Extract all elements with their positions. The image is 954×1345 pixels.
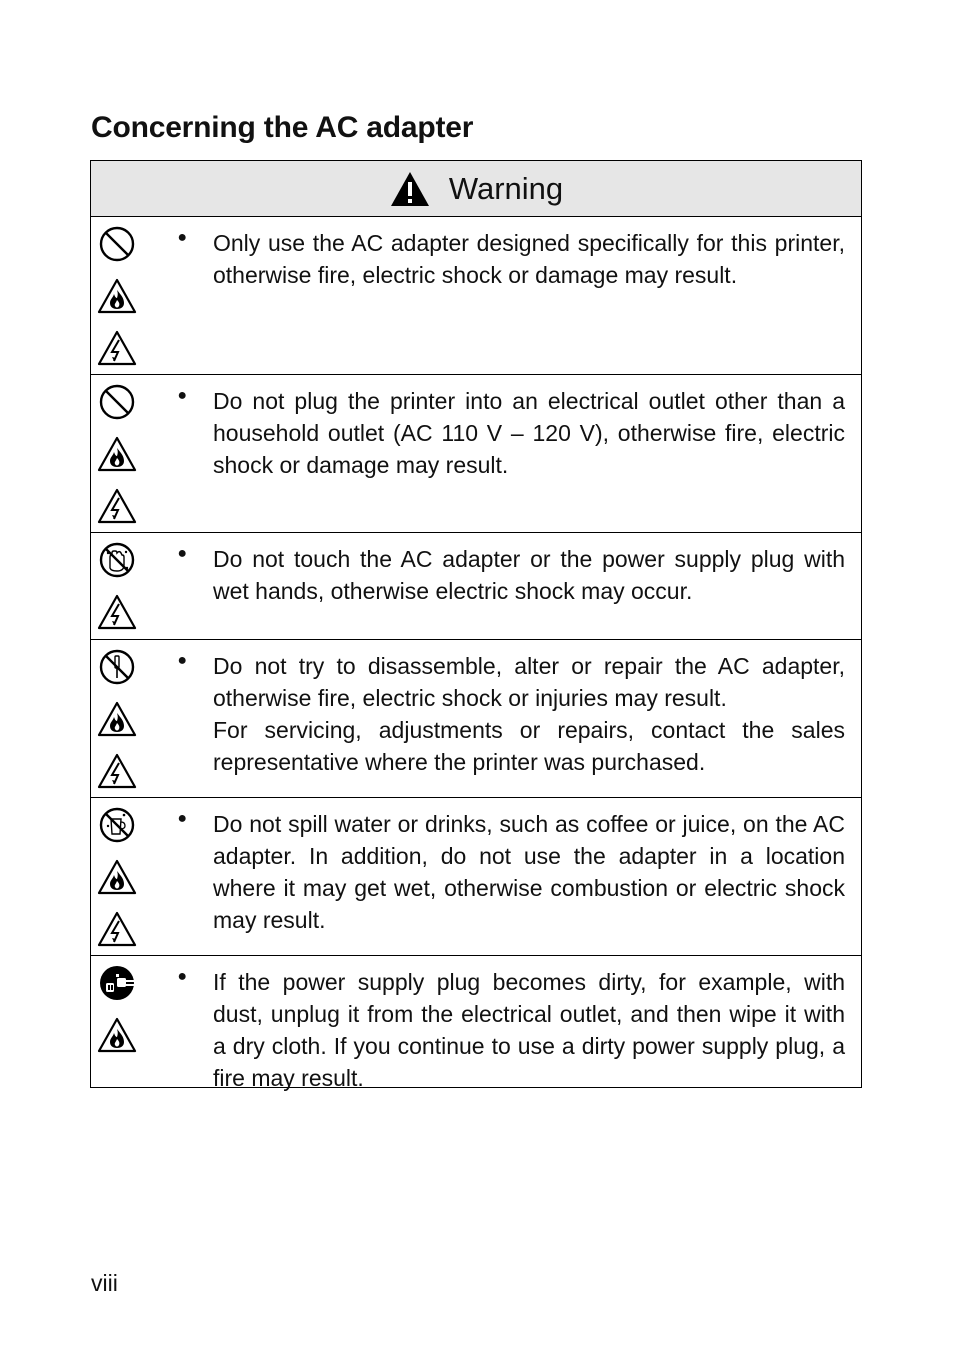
fire-hazard-icon bbox=[97, 1016, 137, 1054]
electric-shock-icon bbox=[97, 487, 137, 525]
warning-paragraph: Do not plug the printer into an electrical outlet other than a household outlet (AC 110 V – 120 V), otherwise fire, electric shock or damage may result. bbox=[213, 388, 845, 478]
warning-paragraph: If the power supply plug becomes dirty, for example, with dust, unplug it from the electrical outlet, and then wipe it with a dry cloth. If you continue to use a dirty power supply plug, a fire may result. bbox=[213, 969, 845, 1091]
bullet: ● bbox=[177, 387, 187, 404]
warning-text bbox=[213, 375, 845, 532]
bullet: ● bbox=[177, 810, 187, 827]
page-number: viii bbox=[91, 1270, 118, 1296]
warning-text bbox=[213, 640, 845, 797]
warning-paragraph: Do not touch the AC adapter or the power supply plug with wet hands, otherwise electric shock may occur. bbox=[213, 546, 845, 604]
hazard-icons bbox=[91, 798, 151, 955]
warning-row bbox=[91, 217, 861, 375]
warning-text bbox=[213, 533, 845, 639]
warning-row bbox=[91, 798, 861, 956]
hazard-icons bbox=[91, 956, 151, 1087]
electric-shock-icon bbox=[97, 752, 137, 790]
fire-hazard-icon bbox=[97, 435, 137, 473]
warning-table bbox=[90, 160, 862, 1091]
hazard-icons bbox=[91, 533, 151, 639]
warning-rows bbox=[91, 217, 861, 1091]
warning-row bbox=[91, 533, 861, 640]
hazard-icons bbox=[91, 375, 151, 532]
page-title: Concerning the AC adapter bbox=[91, 111, 474, 144]
warning-row bbox=[91, 956, 861, 1091]
bullet: ● bbox=[177, 545, 187, 562]
bullet: ● bbox=[177, 968, 187, 985]
fire-hazard-icon bbox=[97, 277, 137, 315]
fire-hazard-icon bbox=[97, 700, 137, 738]
unplug-icon bbox=[97, 964, 137, 1002]
electric-shock-icon bbox=[97, 910, 137, 948]
warning-paragraph: Do not try to disassemble, alter or repair the AC adapter, otherwise fire, electric shock or injuries may result. bbox=[213, 653, 845, 711]
warning-text bbox=[213, 217, 845, 374]
warning-label: Warning bbox=[448, 170, 564, 206]
no-disassembly-icon bbox=[97, 648, 137, 686]
warning-row bbox=[91, 375, 861, 533]
warning-text bbox=[213, 956, 845, 1091]
warning-paragraph: For servicing, adjustments or repairs, contact the sales representative where the printer was purchased. bbox=[213, 717, 845, 775]
warning-text bbox=[213, 798, 845, 955]
warning-paragraph: Do not spill water or drinks, such as coffee or juice, on the AC adapter. In addition, do not use the adapter in a location where it may get wet, otherwise combustion or electric shock may result. bbox=[213, 811, 845, 933]
warning-triangle-icon bbox=[389, 170, 431, 208]
prohibition-icon bbox=[97, 225, 137, 263]
no-liquids-icon bbox=[97, 806, 137, 844]
electric-shock-icon bbox=[97, 329, 137, 367]
bullet: ● bbox=[177, 229, 187, 246]
hazard-icons bbox=[91, 640, 151, 797]
bullet: ● bbox=[177, 652, 187, 669]
warning-row bbox=[91, 640, 861, 798]
warning-paragraph: Only use the AC adapter designed specifically for this printer, otherwise fire, electric shock or damage may result. bbox=[213, 230, 845, 288]
electric-shock-icon bbox=[97, 593, 137, 631]
no-wet-hands-icon bbox=[97, 541, 137, 579]
prohibition-icon bbox=[97, 383, 137, 421]
warning-header bbox=[91, 161, 861, 217]
hazard-icons bbox=[91, 217, 151, 374]
fire-hazard-icon bbox=[97, 858, 137, 896]
